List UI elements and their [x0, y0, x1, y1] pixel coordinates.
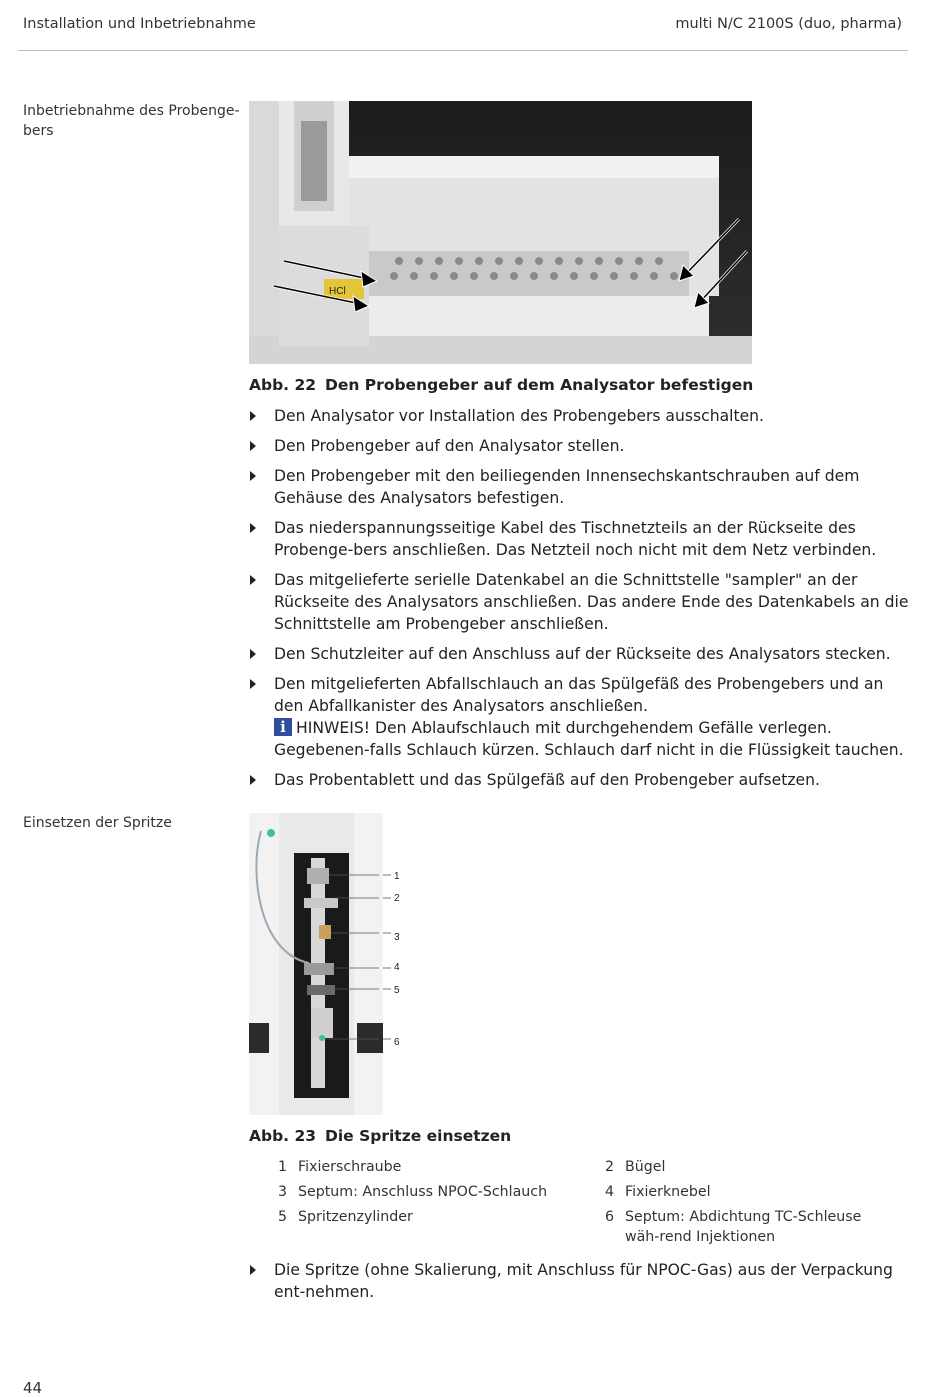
- callout-6: 6: [394, 1037, 400, 1048]
- step-item: [249, 569, 909, 635]
- figure-23-photo: [249, 813, 383, 1115]
- bullet-arrow-icon: [250, 411, 256, 421]
- legend-number: 2: [605, 1159, 615, 1175]
- legend-text: Fixierknebel: [625, 1184, 711, 1200]
- bullet-arrow-icon: [250, 523, 256, 533]
- legend-item: [605, 1207, 895, 1247]
- header-rule: [18, 50, 908, 51]
- bullet-arrow-icon: [250, 679, 256, 689]
- legend-number: 6: [605, 1209, 615, 1225]
- callout-4: 4: [394, 962, 400, 973]
- figure-title: Die Spritze einsetzen: [325, 1127, 512, 1145]
- figure-22-photo: [249, 101, 752, 364]
- step-item: [249, 517, 909, 561]
- syringe-steps: [249, 1259, 909, 1311]
- legend-text: Septum: Anschluss NPOC-Schlauch: [298, 1184, 548, 1200]
- step-item: [249, 769, 909, 791]
- callout-5: 5: [394, 985, 400, 996]
- legend-item: [278, 1182, 547, 1202]
- bullet-arrow-icon: [250, 1265, 256, 1275]
- callout-1: 1: [394, 871, 400, 882]
- step-text: Den Schutzleiter auf den Anschluss auf der Rückseite des Analysators stecken.: [274, 645, 891, 663]
- step-item: [249, 435, 909, 457]
- step-text: Den Probengeber auf den Analysator stellen.: [274, 437, 625, 455]
- note: [274, 717, 909, 761]
- legend-number: 4: [605, 1184, 615, 1200]
- legend-number: 1: [278, 1159, 288, 1175]
- callout-3: 3: [394, 932, 400, 943]
- note-text: HINWEIS! Den Ablaufschlauch mit durchgehendem Gefälle verlegen. Gegebenen-falls Schlauch kürzen. Schlauch darf nicht in die Flüssigkeit tauchen.: [274, 719, 904, 759]
- step-text: Das mitgelieferte serielle Datenkabel an die Schnittstelle "sampler" an der Rückseite des Analysators anschließen. Das andere Ende des Datenkabels an die Schnittstelle am Probengeber anschließen.: [274, 571, 909, 633]
- side-heading-line: Inbetriebnahme des Probenge-: [23, 103, 240, 119]
- bullet-arrow-icon: [250, 471, 256, 481]
- bullet-arrow-icon: [250, 441, 256, 451]
- figure-23-callouts: [383, 813, 413, 1115]
- step-item: [249, 1259, 909, 1303]
- figure-number: Abb. 22: [249, 376, 317, 394]
- running-header-product: multi N/C 2100S (duo, pharma): [675, 16, 902, 32]
- legend-text: Septum: Abdichtung TC-Schleuse wäh-rend Injektionen: [625, 1209, 862, 1245]
- step-text: Das Probentablett und das Spülgefäß auf den Probengeber aufsetzen.: [274, 771, 820, 789]
- legend-number: 3: [278, 1184, 288, 1200]
- legend-number: 5: [278, 1209, 288, 1225]
- figure-title: Den Probengeber auf dem Analysator befestigen: [325, 376, 754, 394]
- legend-item: [278, 1157, 401, 1177]
- syringe-illustration: [249, 813, 383, 1115]
- legend-text: Spritzenzylinder: [298, 1209, 413, 1225]
- side-heading-syringe-insertion: Einsetzen der Spritze: [23, 815, 172, 831]
- installation-steps: [249, 405, 909, 799]
- side-heading-line: bers: [23, 123, 54, 139]
- step-text: Das niederspannungsseitige Kabel des Tischnetzteils an der Rückseite des Probenge-bers anschließen. Das Netzteil noch nicht mit dem Netz verbinden.: [274, 519, 877, 559]
- callout-2: 2: [394, 893, 400, 904]
- legend-text: Fixierschraube: [298, 1159, 402, 1175]
- figure-23-caption: [249, 1127, 511, 1145]
- figure-22-caption: [249, 376, 753, 394]
- legend-item: [605, 1182, 711, 1202]
- legend-item: [278, 1207, 413, 1227]
- step-item: [249, 405, 909, 427]
- step-item: [249, 643, 909, 665]
- info-icon: i: [274, 718, 292, 736]
- bullet-arrow-icon: [250, 775, 256, 785]
- side-heading-sampler-commissioning: [23, 101, 240, 141]
- legend-item: [605, 1157, 665, 1177]
- step-text: Den mitgelieferten Abfallschlauch an das Spülgefäß des Probengebers und an den Abfallkanister des Analysators anschließen.: [274, 675, 884, 715]
- bullet-arrow-icon: [250, 575, 256, 585]
- running-header-section: Installation und Inbetriebnahme: [23, 16, 256, 32]
- step-text: Den Probengeber mit den beiliegenden Innensechskantschrauben auf dem Gehäuse des Analysators befestigen.: [274, 467, 860, 507]
- step-item: [249, 673, 909, 761]
- bullet-arrow-icon: [250, 649, 256, 659]
- step-text: Die Spritze (ohne Skalierung, mit Anschluss für NPOC-Gas) aus der Verpackung ent-nehmen.: [274, 1261, 893, 1301]
- page-number: 44: [23, 1379, 43, 1397]
- hcl-label: HCl: [329, 286, 346, 297]
- step-text: Den Analysator vor Installation des Probengebers ausschalten.: [274, 407, 765, 425]
- step-item: [249, 465, 909, 509]
- sampler-on-analyzer-illustration: [249, 101, 752, 364]
- legend-text: Bügel: [625, 1159, 666, 1175]
- figure-number: Abb. 23: [249, 1127, 317, 1145]
